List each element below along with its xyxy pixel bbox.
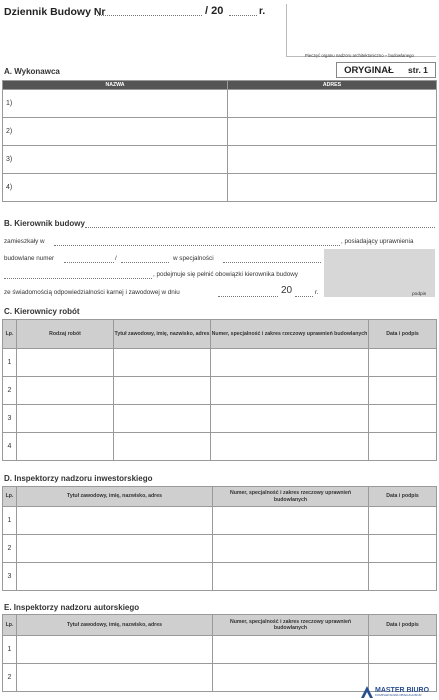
specialty-line-2[interactable] (4, 278, 152, 279)
signature-box[interactable] (324, 249, 435, 297)
year-line[interactable] (229, 15, 257, 16)
site-managers-table (2, 319, 437, 461)
date-line[interactable] (218, 296, 278, 297)
col-permits-header: Numer, specjalność i zakres rzeczowy uprawnień budowlanych (213, 487, 369, 507)
col-signature-header: Data i podpis (369, 320, 437, 349)
permit-number-slash: / (115, 255, 117, 262)
year-prefix: / 20 (205, 5, 224, 17)
responsibility-label: ze świadomością odpowiedzialności karnej i zawodowej w dniu (4, 289, 180, 296)
col-lp-header: Lp. (3, 320, 17, 349)
residence-label: zamieszkały w (4, 238, 45, 245)
date-year-prefix: 20 (281, 285, 293, 296)
row-label: 1) (3, 90, 228, 118)
page-label: str. 1 (408, 65, 428, 75)
row-number: 2 (3, 664, 17, 692)
table-row[interactable] (3, 90, 437, 118)
col-name-header: Tytuł zawodowy, imię, nazwisko, adres (114, 320, 211, 349)
row-number: 2 (3, 377, 17, 405)
address-cell[interactable] (228, 146, 437, 174)
col-name-header: Tytuł zawodowy, imię, nazwisko, adres (17, 487, 213, 507)
table-row[interactable] (3, 405, 437, 433)
stamp-caption: Pieczęć organu nadzoru architektoniczno – budowlanego (305, 53, 414, 58)
row-number: 2 (3, 535, 17, 563)
table-row[interactable] (3, 433, 437, 461)
row-label: 3) (3, 146, 228, 174)
contractor-table (2, 80, 437, 202)
stamp-box (286, 4, 436, 57)
row-number: 3 (3, 563, 17, 591)
col-permits-header: Numer, specjalność i zakres rzeczowy uprawnień budowlanych (211, 320, 369, 349)
section-d-title: D. Inspektorzy nadzoru inwestorskiego (4, 474, 153, 483)
original-box (336, 62, 436, 78)
address-cell[interactable] (228, 174, 437, 202)
table-row[interactable] (3, 636, 437, 664)
investor-inspectors-table (2, 486, 437, 591)
table-row[interactable] (3, 146, 437, 174)
col-name-header: Tytuł zawodowy, imię, nazwisko, adres (17, 615, 213, 636)
date-year-line[interactable] (295, 296, 313, 297)
row-number: 4 (3, 433, 17, 461)
row-number: 1 (3, 636, 17, 664)
table-row[interactable] (3, 563, 437, 591)
row-number: 3 (3, 405, 17, 433)
logo-name: MASTER BIURO (375, 686, 430, 694)
section-a-title: A. Wykonawca (4, 67, 60, 76)
specialty-label: w specjalności (173, 255, 214, 262)
col-name-header: NAZWA (3, 81, 228, 90)
col-signature-header: Data i podpis (369, 487, 437, 507)
table-row[interactable] (3, 118, 437, 146)
table-row[interactable] (3, 377, 437, 405)
address-cell[interactable] (228, 118, 437, 146)
col-permits-header: Numer, specjalność i zakres rzeczowy uprawnień budowlanych (213, 615, 369, 636)
address-cell[interactable] (228, 90, 437, 118)
section-e-title: E. Inspektorzy nadzoru autorskiego (4, 603, 140, 612)
journal-title: Dziennik Budowy Nr (4, 6, 106, 18)
residence-line[interactable] (54, 245, 340, 246)
col-signature-header: Data i podpis (369, 615, 437, 636)
col-work-type-header: Rodzaj robót (17, 320, 114, 349)
journal-number-line[interactable] (97, 15, 202, 16)
table-row[interactable] (3, 349, 437, 377)
manager-name-line[interactable] (85, 227, 435, 228)
permit-number-line-2[interactable] (121, 262, 169, 263)
permits-label: , posiadający uprawnienia (341, 238, 414, 245)
specialty-line[interactable] (223, 262, 321, 263)
year-suffix: r. (259, 6, 266, 17)
undertaking-label: , podejmuje się pełnić obowiązki kierownika budowy (153, 271, 298, 278)
col-address-header: ADRES (228, 81, 437, 90)
brand-logo (361, 684, 437, 699)
col-lp-header: Lp. (3, 487, 17, 507)
row-number: 1 (3, 507, 17, 535)
row-label: 4) (3, 174, 228, 202)
row-label: 2) (3, 118, 228, 146)
section-b-title: B. Kierownik budowy (4, 219, 85, 228)
section-c-title: C. Kierownicy robót (4, 307, 80, 316)
table-row[interactable] (3, 535, 437, 563)
table-row[interactable] (3, 507, 437, 535)
original-label: ORYGINAŁ (344, 64, 394, 76)
row-number: 1 (3, 349, 17, 377)
table-row[interactable] (3, 174, 437, 202)
logo-mark-icon (361, 686, 373, 698)
date-year-suffix: r. (315, 289, 319, 296)
author-inspectors-table (2, 614, 437, 692)
permit-number-line-1[interactable] (64, 262, 114, 263)
col-lp-header: Lp. (3, 615, 17, 636)
logo-tagline: KOMPLEKSOWA OBSŁUGA BIUR (375, 692, 422, 697)
permit-number-label: budowlane numer (4, 255, 55, 262)
signature-label: podpis (412, 292, 427, 297)
